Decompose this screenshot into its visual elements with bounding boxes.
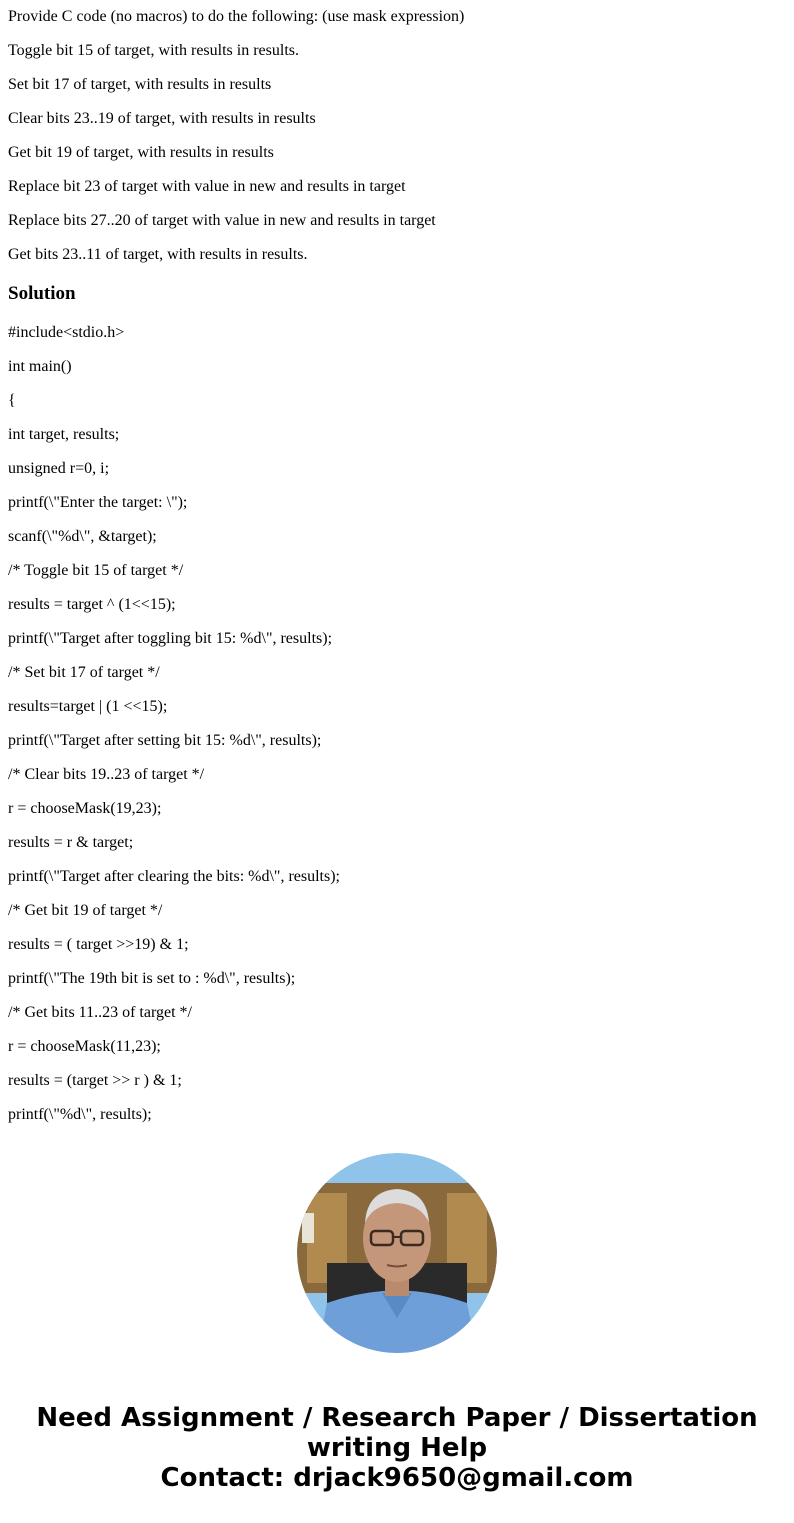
- author-avatar: [297, 1153, 497, 1353]
- code-line: r = chooseMask(11,23);: [8, 1038, 161, 1055]
- question-line: Get bit 19 of target, with results in results: [8, 144, 274, 161]
- question-line: Provide C code (no macros) to do the following: (use mask expression): [8, 8, 465, 25]
- code-line: results = target ^ (1<<15);: [8, 596, 176, 613]
- code-line: r = chooseMask(19,23);: [8, 800, 162, 817]
- code-line: printf(\"The 19th bit is set to : %d\", results);: [8, 970, 296, 987]
- code-line: /* Get bits 11..23 of target */: [8, 1004, 192, 1021]
- code-line: /* Get bit 19 of target */: [8, 902, 163, 919]
- footer-contact-line: Contact: drjack9650@gmail.com: [160, 1463, 634, 1493]
- footer-line: Need Assignment / Research Paper / Dissertation: [36, 1403, 758, 1433]
- code-line: /* Clear bits 19..23 of target */: [8, 766, 205, 783]
- code-line: #include<stdio.h>: [8, 324, 125, 341]
- question-line: Toggle bit 15 of target, with results in results.: [8, 42, 299, 59]
- code-line: printf(\"Target after clearing the bits: %d\", results);: [8, 868, 340, 885]
- solution-code: [8, 316, 786, 1132]
- avatar-photo-illustration: [297, 1153, 497, 1353]
- question-line: Replace bits 27..20 of target with value in new and results in target: [8, 212, 436, 229]
- code-line: {: [8, 392, 16, 409]
- code-line: results = (target >> r ) & 1;: [8, 1072, 182, 1089]
- code-line: int main(): [8, 358, 72, 375]
- code-line: int target, results;: [8, 426, 120, 443]
- document-body: [8, 0, 786, 1132]
- code-line: printf(\"Enter the target: \");: [8, 494, 188, 511]
- code-line: results=target | (1 <<15);: [8, 698, 168, 715]
- contact-footer: [0, 1403, 794, 1493]
- question-line: Get bits 23..11 of target, with results in results.: [8, 246, 308, 263]
- question-line: Clear bits 23..19 of target, with results in results: [8, 110, 316, 127]
- solution-heading: Solution: [8, 283, 76, 304]
- question-block: [8, 0, 786, 272]
- code-line: printf(\"Target after setting bit 15: %d\", results);: [8, 732, 322, 749]
- code-line: scanf(\"%d\", &target);: [8, 528, 157, 545]
- code-line: /* Toggle bit 15 of target */: [8, 562, 184, 579]
- code-line: unsigned r=0, i;: [8, 460, 110, 477]
- question-line: Replace bit 23 of target with value in new and results in target: [8, 178, 406, 195]
- code-line: results = r & target;: [8, 834, 134, 851]
- code-line: results = ( target >>19) & 1;: [8, 936, 189, 953]
- code-line: printf(\"Target after toggling bit 15: %d\", results);: [8, 630, 333, 647]
- question-line: Set bit 17 of target, with results in results: [8, 76, 272, 93]
- footer-line: writing Help: [306, 1433, 488, 1463]
- code-line: printf(\"%d\", results);: [8, 1106, 152, 1123]
- code-line: /* Set bit 17 of target */: [8, 664, 160, 681]
